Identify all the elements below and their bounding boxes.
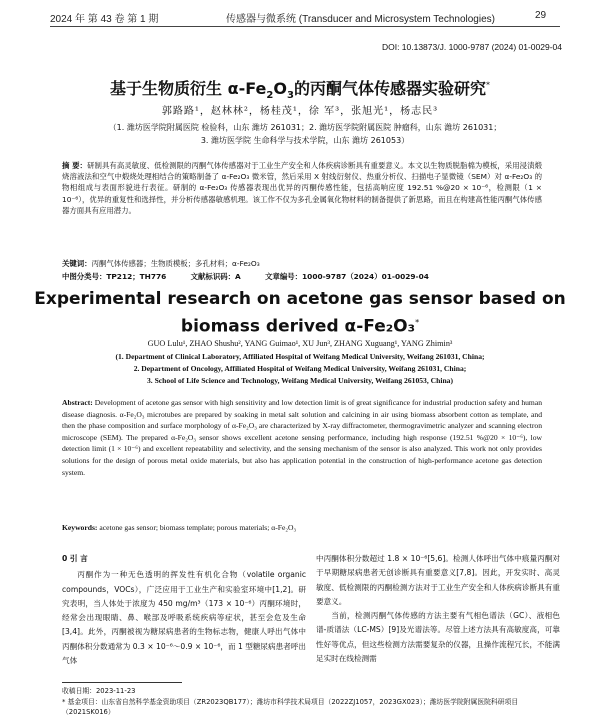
intro-paragraph-2: 当前，检测丙酮气体传感的方法主要有气相色谱法（GC）、液相色谱-质谱法（LC-MS）[9]及光谱法等。尽管上述方法具有高敏度高，可靠性好等优点，但这些检测方法需要复杂的仪器，且操作流程冗长，不能满足实时在线检测需 <box>316 611 560 664</box>
keywords-en <box>62 523 542 532</box>
title-en-line-1: Experimental research on acetone gas sensor based on <box>34 289 566 309</box>
header-rule <box>50 26 560 27</box>
article-number: 文章编号：1000-9787（2024）01-0029-04 <box>265 272 429 281</box>
footnote-received: 收稿日期：2023-11-23 <box>62 687 136 695</box>
affiliation-en-3: 3. School of Life Science and Technology, Weifang Medical University, Weifang 261053, China) <box>146 376 454 385</box>
title-cn-end: 的丙酮气体传感器实验研究 <box>293 79 486 98</box>
clc-number: 中图分类号：TP212；TH776 <box>62 272 167 281</box>
document-code: 文献标识码：A <box>190 272 241 281</box>
intro-heading: 0 引 言 <box>62 554 88 563</box>
body-column-left <box>62 552 306 668</box>
doi: DOI: 10.13873/J. 1000-9787 (2024) 01-0029-04 <box>381 42 562 52</box>
title-cn-subscript-2: 3 <box>286 90 294 102</box>
classification-cn <box>62 271 542 282</box>
keywords-cn-text: 丙酮气体传感器；生物质模板；多孔材料；α-Fe₂O₃ <box>91 259 260 268</box>
abstract-cn <box>62 160 542 216</box>
body-column-right <box>316 552 560 666</box>
affiliation-cn-1: （1. 潍坊医学院附属医院 检验科，山东 潍坊 261031；2. 潍坊医学院附属医院 肿瘤科，山东 潍坊 261031； <box>108 123 502 132</box>
authors-en: GUO Lulu¹, ZHAO Shushu², YANG Guimao¹, XU Jun³, ZHANG Xuguang¹, YANG Zhimin³ <box>147 339 453 348</box>
title-cn <box>0 76 600 101</box>
keywords-cn <box>62 258 542 269</box>
authors-cn: 郭路路¹，赵林林²，杨桂茂¹，徐 军³，张旭光¹，杨志民³ <box>161 106 439 117</box>
intro-paragraph-1-cont: 中丙酮体积分数超过 1.8 × 10⁻⁶[5,6]。检测人体呼出气体中痕量丙酮对于早期糖尿病患者无创诊断具有重要意义[7,8]。因此，开发实时、高灵敏度、低检测限的丙酮检测方法对于工业生产安全和人体疾病诊断具有重要意义。 <box>316 554 560 606</box>
abstract-en-text: Development of acetone gas sensor with high sensitivity and low detection limit is of great significance for industrial production safety and human disease diagnosis. α-Fe₂O₃ microtubes are prepared by soaking in metal salt solution and calcining in air using biomass absorbent cotton as template, and then the phase composition and surface morphology of α-Fe₂O₃ are characterized by X-ray diffractometer, thermogravimetric analyzer and scanning electron microscope (SEM). The prepared α-Fe₂O₃ sensor shows excellent acetone sensing performance, including high response (192.51 %@20 × 10⁻⁶), low detection limit (1 × 10⁻⁶) and excellent repeatability and selectivity, and the sensing mechanism of the sensor is also analyzed. This work not only provides solutions for the design of porous metal oxide materials, but also has application potential in the construction of high-performance acetone gas detection system. <box>62 398 542 477</box>
title-en <box>0 288 600 339</box>
title-en-line-2: biomass derived α-Fe₂O₃ <box>180 316 416 337</box>
intro-paragraph-1: 丙酮作为一种无色透明的挥发性有机化合物（volatile organic compounds，VOCs），广泛应用于工业生产和实验室环境中[1,2]。研究表明，当人体处于浓度为 450 mg/m³（173 × 10⁻⁶）丙酮环境时，经常会出现眼睛、鼻、喉部及呼吸系统疾病等症状，甚至会危及生命[3,4]。此外，丙酮被视为糖尿病患者的生物标志物，健康人呼出气体中丙酮体积分数通常为 0.3 × 10⁻⁶～0.9 × 10⁻⁶，而 1 型糖尿病患者呼出气体 <box>62 570 306 666</box>
header-page-number: 29 <box>535 10 547 21</box>
header-issue: 2024 年 第 43 卷 第 1 期 <box>50 14 159 25</box>
affiliation-en-2: 2. Department of Oncology, Affiliated Hospital of Weifang Medical University, Weifang 261031, China; <box>133 364 467 373</box>
footnote-fund: * 基金项目：山东省自然科学基金资助项目（ZR2023QB177）；潍坊市科学技术局项目（2022ZJ1057，2023GX023）；潍坊医学院附属医院科研项目（2021SK016） <box>62 698 519 716</box>
keywords-cn-label: 关键词： <box>62 259 92 268</box>
abstract-cn-text: 研制具有高灵敏度、低检测限的丙酮气体传感器对于工业生产安全和人体疾病诊断具有重要意义。本文以生物质脱脂棉为模板，采用浸渍煅烧溶液法和空气中煅烧处理相结合的策略制备了 α-Fe₂O₃ 微米管，然后采用 X 射线衍射仪、热重分析仪、扫描电子显微镜（SEM）对 α-Fe₂O₃ 的物相组成与表面形貌进行表征。研制的 α-Fe₂O₃ 传感器表现出优异的丙酮传感性能，包括高响应度 192.51 %@20 × 10⁻⁶，检测限（1 × 10⁻⁶），优异的重复性和选择性，并分析传感器敏感机理。该工作不仅为多孔金属氧化物材料的制备提供了新思路，而且在构建高性能丙酮气体传感器方面具有应用潜力。 <box>62 161 542 215</box>
keywords-en-label: Keywords: <box>62 523 98 532</box>
title-cn-mid: O <box>273 79 287 98</box>
title-cn-subscript: 2 <box>266 90 274 102</box>
header-journal: 传感器与微系统 (Transducer and Microsystem Technologies) <box>226 14 495 25</box>
affiliation-en-1: (1. Department of Clinical Laboratory, Affiliated Hospital of Weifang Medical University, Weifang 261031, China; <box>115 352 485 361</box>
abstract-en-label: Abstract: <box>62 398 93 407</box>
abstract-cn-label: 摘 要： <box>62 161 88 170</box>
keywords-en-text: acetone gas sensor; biomass template; porous materials; α-Fe₂O₃ <box>99 523 297 532</box>
affiliation-cn-2: 3. 潍坊医学院 生命科学与技术学院，山东 潍坊 261053） <box>200 136 410 145</box>
title-cn-footnote-mark: * <box>485 80 490 90</box>
abstract-en <box>62 397 542 478</box>
title-en-footnote-mark: * <box>415 318 420 327</box>
footnote-rule <box>62 682 182 683</box>
title-cn-main: 基于生物质衍生 α-Fe <box>110 79 267 98</box>
